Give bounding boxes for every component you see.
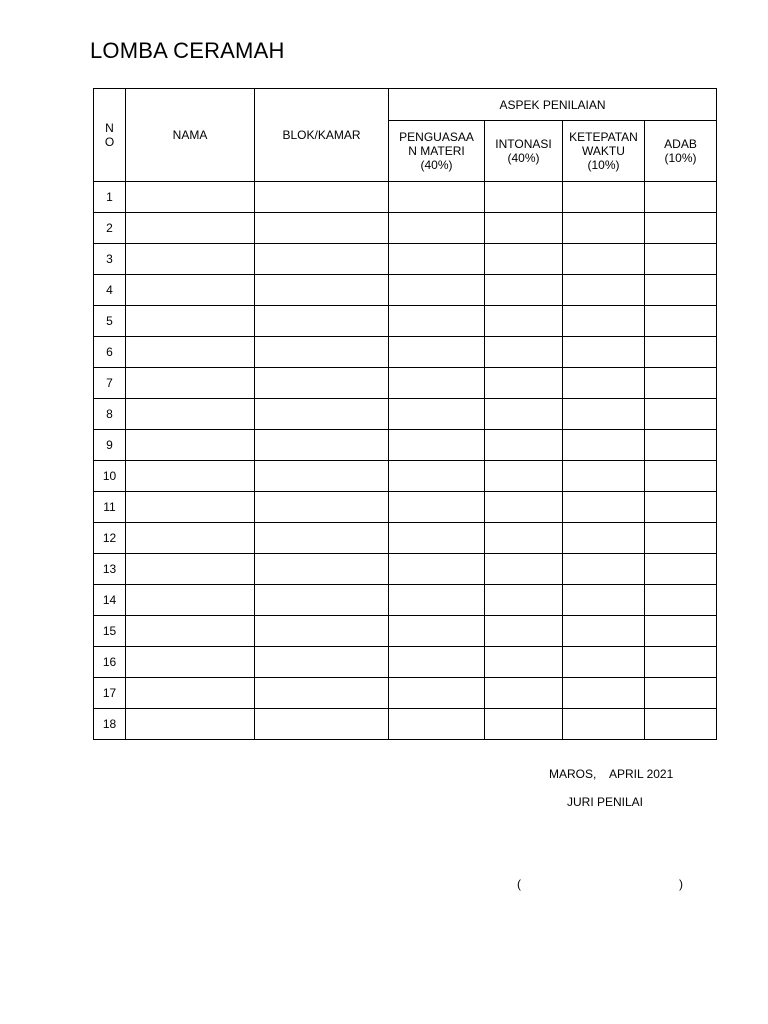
intonasi-cell bbox=[485, 213, 563, 244]
penguasaan-materi-cell bbox=[389, 461, 485, 492]
blok-kamar-cell bbox=[255, 616, 389, 647]
table-row bbox=[94, 244, 717, 275]
adab-cell bbox=[645, 306, 717, 337]
penguasaan-materi-cell bbox=[389, 337, 485, 368]
penguasaan-materi-cell bbox=[389, 616, 485, 647]
blok-kamar-cell bbox=[255, 554, 389, 585]
row-number: 7 bbox=[94, 368, 126, 399]
adab-cell bbox=[645, 492, 717, 523]
table-row bbox=[94, 399, 717, 430]
row-number: 17 bbox=[94, 678, 126, 709]
adab-cell bbox=[645, 244, 717, 275]
intonasi-cell bbox=[485, 709, 563, 740]
intonasi-cell bbox=[485, 368, 563, 399]
table-row bbox=[94, 585, 717, 616]
judge-label: JURI PENILAI bbox=[567, 795, 644, 809]
table-row bbox=[94, 430, 717, 461]
nama-cell bbox=[126, 709, 255, 740]
blok-kamar-cell bbox=[255, 368, 389, 399]
header-blok-kamar: BLOK/KAMAR bbox=[255, 89, 389, 182]
ketepatan-waktu-cell bbox=[563, 182, 645, 213]
table-row bbox=[94, 554, 717, 585]
table-row bbox=[94, 709, 717, 740]
ketepatan-waktu-cell bbox=[563, 647, 645, 678]
ketepatan-waktu-cell bbox=[563, 244, 645, 275]
adab-cell bbox=[645, 461, 717, 492]
table-row bbox=[94, 337, 717, 368]
ketepatan-waktu-cell bbox=[563, 213, 645, 244]
nama-cell bbox=[126, 523, 255, 554]
blok-kamar-cell bbox=[255, 709, 389, 740]
header-intonasi: INTONASI (40%) bbox=[485, 121, 563, 182]
row-number: 5 bbox=[94, 306, 126, 337]
adab-cell bbox=[645, 709, 717, 740]
intonasi-cell bbox=[485, 678, 563, 709]
table-row bbox=[94, 275, 717, 306]
adab-cell bbox=[645, 554, 717, 585]
page-title: LOMBA CERAMAH bbox=[90, 38, 285, 63]
intonasi-cell bbox=[485, 554, 563, 585]
ketepatan-waktu-cell bbox=[563, 275, 645, 306]
penguasaan-materi-cell bbox=[389, 213, 485, 244]
intonasi-cell bbox=[485, 647, 563, 678]
ketepatan-waktu-cell bbox=[563, 678, 645, 709]
row-number: 8 bbox=[94, 399, 126, 430]
intonasi-cell bbox=[485, 585, 563, 616]
row-number: 2 bbox=[94, 213, 126, 244]
blok-kamar-cell bbox=[255, 182, 389, 213]
nama-cell bbox=[126, 244, 255, 275]
blok-kamar-cell bbox=[255, 213, 389, 244]
intonasi-cell bbox=[485, 461, 563, 492]
table-row bbox=[94, 647, 717, 678]
blok-kamar-cell bbox=[255, 647, 389, 678]
ketepatan-waktu-cell bbox=[563, 616, 645, 647]
penguasaan-materi-cell bbox=[389, 306, 485, 337]
penguasaan-materi-cell bbox=[389, 647, 485, 678]
ketepatan-waktu-cell bbox=[563, 709, 645, 740]
blok-kamar-cell bbox=[255, 585, 389, 616]
intonasi-cell bbox=[485, 492, 563, 523]
signature-paren-close: ) bbox=[679, 877, 683, 891]
nama-cell bbox=[126, 275, 255, 306]
table-row bbox=[94, 461, 717, 492]
table-row bbox=[94, 678, 717, 709]
adab-cell bbox=[645, 368, 717, 399]
adab-cell bbox=[645, 616, 717, 647]
row-number: 1 bbox=[94, 182, 126, 213]
score-table bbox=[93, 88, 717, 740]
nama-cell bbox=[126, 368, 255, 399]
header-no: N O bbox=[94, 89, 126, 182]
blok-kamar-cell bbox=[255, 523, 389, 554]
blok-kamar-cell bbox=[255, 430, 389, 461]
adab-cell bbox=[645, 337, 717, 368]
ketepatan-waktu-cell bbox=[563, 461, 645, 492]
intonasi-cell bbox=[485, 275, 563, 306]
nama-cell bbox=[126, 306, 255, 337]
header-nama: NAMA bbox=[126, 89, 255, 182]
row-number: 18 bbox=[94, 709, 126, 740]
nama-cell bbox=[126, 461, 255, 492]
row-number: 16 bbox=[94, 647, 126, 678]
intonasi-cell bbox=[485, 616, 563, 647]
row-number: 13 bbox=[94, 554, 126, 585]
penguasaan-materi-cell bbox=[389, 709, 485, 740]
nama-cell bbox=[126, 399, 255, 430]
nama-cell bbox=[126, 585, 255, 616]
intonasi-cell bbox=[485, 399, 563, 430]
row-number: 12 bbox=[94, 523, 126, 554]
adab-cell bbox=[645, 275, 717, 306]
intonasi-cell bbox=[485, 306, 563, 337]
row-number: 11 bbox=[94, 492, 126, 523]
row-number: 4 bbox=[94, 275, 126, 306]
row-number: 14 bbox=[94, 585, 126, 616]
penguasaan-materi-cell bbox=[389, 678, 485, 709]
adab-cell bbox=[645, 678, 717, 709]
table-row bbox=[94, 182, 717, 213]
penguasaan-materi-cell bbox=[389, 492, 485, 523]
nama-cell bbox=[126, 182, 255, 213]
ketepatan-waktu-cell bbox=[563, 430, 645, 461]
intonasi-cell bbox=[485, 523, 563, 554]
blok-kamar-cell bbox=[255, 244, 389, 275]
penguasaan-materi-cell bbox=[389, 585, 485, 616]
place-date: MAROS, APRIL 2021 bbox=[549, 767, 674, 781]
adab-cell bbox=[645, 647, 717, 678]
penguasaan-materi-cell bbox=[389, 244, 485, 275]
ketepatan-waktu-cell bbox=[563, 585, 645, 616]
penguasaan-materi-cell bbox=[389, 554, 485, 585]
nama-cell bbox=[126, 430, 255, 461]
penguasaan-materi-cell bbox=[389, 430, 485, 461]
table-row bbox=[94, 306, 717, 337]
ketepatan-waktu-cell bbox=[563, 523, 645, 554]
blok-kamar-cell bbox=[255, 492, 389, 523]
ketepatan-waktu-cell bbox=[563, 554, 645, 585]
blok-kamar-cell bbox=[255, 306, 389, 337]
nama-cell bbox=[126, 492, 255, 523]
blok-kamar-cell bbox=[255, 275, 389, 306]
penguasaan-materi-cell bbox=[389, 182, 485, 213]
row-number: 9 bbox=[94, 430, 126, 461]
table-row bbox=[94, 492, 717, 523]
header-ketepatan-waktu: KETEPATAN WAKTU (10%) bbox=[563, 121, 645, 182]
adab-cell bbox=[645, 430, 717, 461]
table-row bbox=[94, 523, 717, 554]
intonasi-cell bbox=[485, 182, 563, 213]
signature-paren-open: ( bbox=[517, 877, 521, 891]
nama-cell bbox=[126, 337, 255, 368]
blok-kamar-cell bbox=[255, 337, 389, 368]
adab-cell bbox=[645, 399, 717, 430]
adab-cell bbox=[645, 585, 717, 616]
penguasaan-materi-cell bbox=[389, 523, 485, 554]
ketepatan-waktu-cell bbox=[563, 399, 645, 430]
intonasi-cell bbox=[485, 337, 563, 368]
header-aspek-penilaian: ASPEK PENILAIAN bbox=[389, 89, 717, 121]
row-number: 6 bbox=[94, 337, 126, 368]
intonasi-cell bbox=[485, 430, 563, 461]
header-adab: ADAB (10%) bbox=[645, 121, 717, 182]
nama-cell bbox=[126, 616, 255, 647]
ketepatan-waktu-cell bbox=[563, 337, 645, 368]
row-number: 10 bbox=[94, 461, 126, 492]
blok-kamar-cell bbox=[255, 461, 389, 492]
adab-cell bbox=[645, 213, 717, 244]
row-number: 15 bbox=[94, 616, 126, 647]
score-table-body bbox=[94, 182, 717, 740]
nama-cell bbox=[126, 678, 255, 709]
adab-cell bbox=[645, 523, 717, 554]
row-number: 3 bbox=[94, 244, 126, 275]
nama-cell bbox=[126, 647, 255, 678]
table-row bbox=[94, 213, 717, 244]
blok-kamar-cell bbox=[255, 678, 389, 709]
intonasi-cell bbox=[485, 244, 563, 275]
table-row bbox=[94, 368, 717, 399]
penguasaan-materi-cell bbox=[389, 275, 485, 306]
ketepatan-waktu-cell bbox=[563, 492, 645, 523]
nama-cell bbox=[126, 554, 255, 585]
nama-cell bbox=[126, 213, 255, 244]
blok-kamar-cell bbox=[255, 399, 389, 430]
penguasaan-materi-cell bbox=[389, 399, 485, 430]
ketepatan-waktu-cell bbox=[563, 306, 645, 337]
ketepatan-waktu-cell bbox=[563, 368, 645, 399]
penguasaan-materi-cell bbox=[389, 368, 485, 399]
header-penguasaan-materi: PENGUASAA N MATERI (40%) bbox=[389, 121, 485, 182]
adab-cell bbox=[645, 182, 717, 213]
table-row bbox=[94, 616, 717, 647]
